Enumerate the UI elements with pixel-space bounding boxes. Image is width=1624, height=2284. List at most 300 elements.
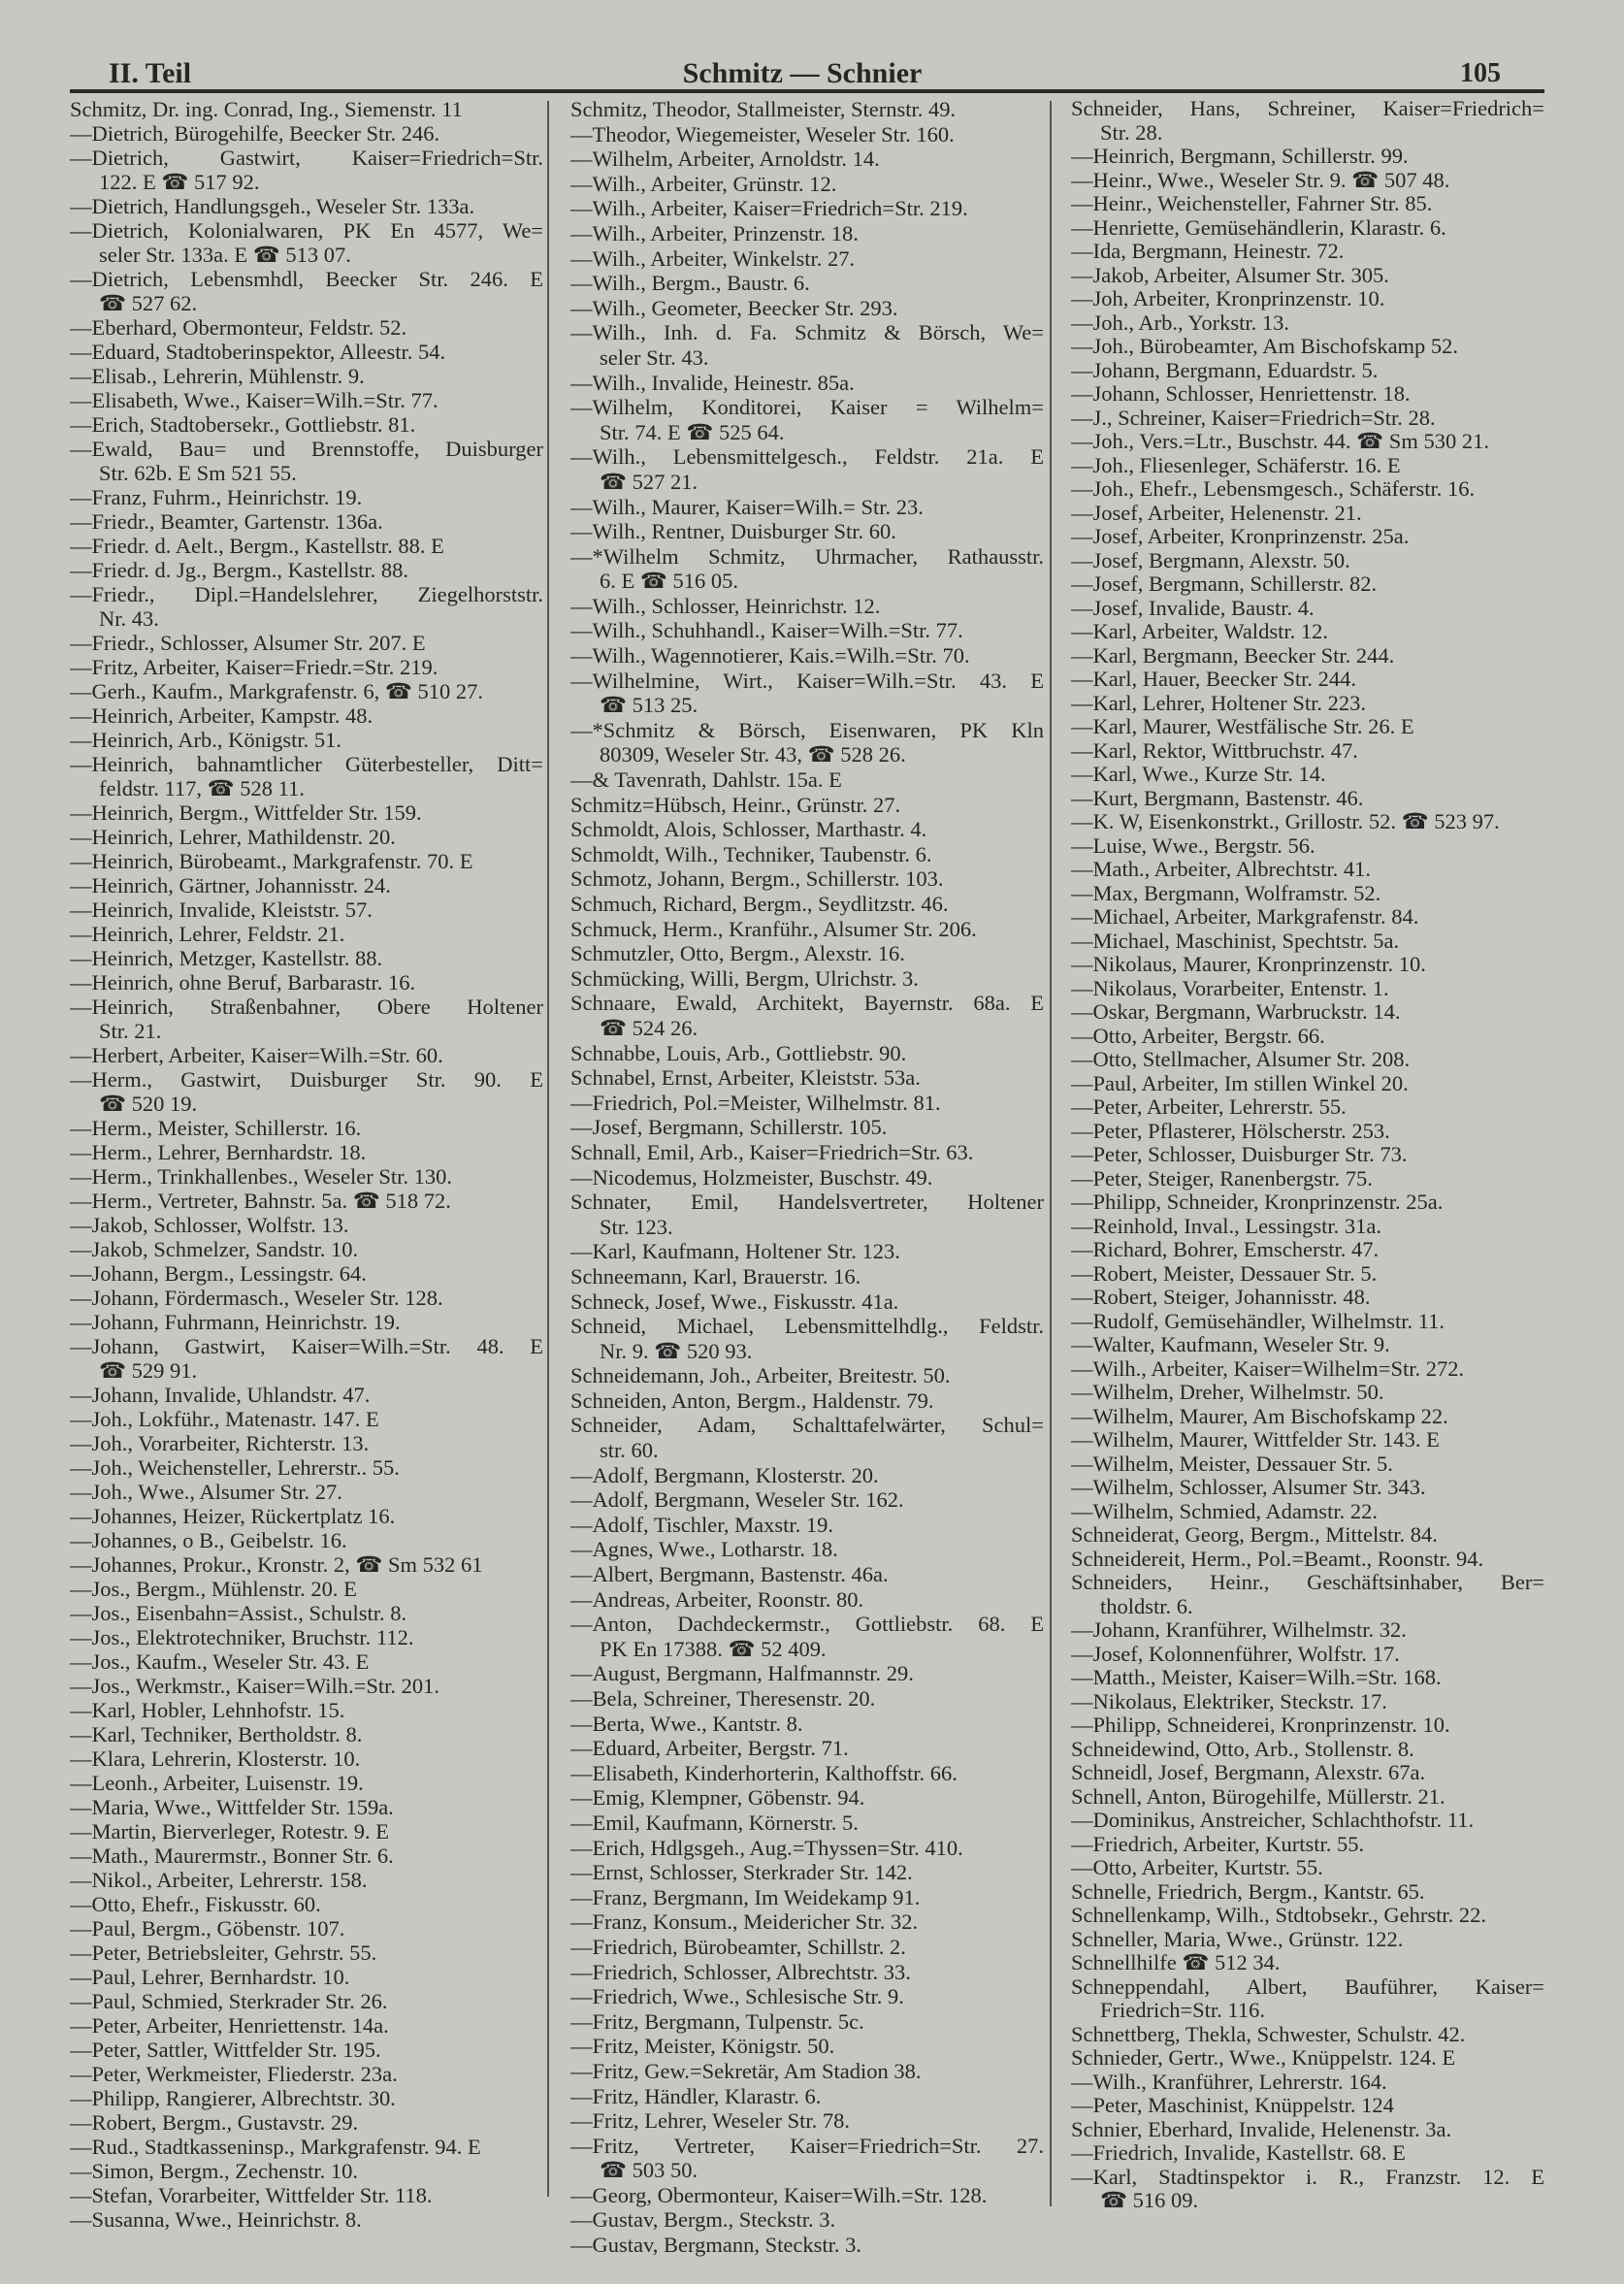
directory-entry <box>70 582 543 631</box>
directory-entry <box>1071 1785 1544 1810</box>
entry-line: —Wilh., Invalide, Heinestr. 85a. <box>570 370 855 395</box>
entry-line: —Heinrich, Metzger, Kastellstr. 88. <box>70 946 383 970</box>
entry-continuation-line: ☎ 513 25. <box>600 693 698 718</box>
entry-line: —Peter, Werkmeister, Fliederstr. 23a. <box>70 2062 398 2086</box>
entry-line: —Heinrich, Arb., Königstr. 51. <box>70 728 341 752</box>
part-label: II. Teil <box>109 57 192 89</box>
entry-continuation-line: Str. 28. <box>1100 120 1163 145</box>
directory-entry <box>1071 1643 1544 1667</box>
directory-entry <box>70 1237 543 1261</box>
directory-entry <box>1071 335 1544 359</box>
entry-line: —Emig, Klempner, Göbenstr. 94. <box>570 1785 865 1811</box>
entry-line: —Fritz, Bergmann, Tulpenstr. 5c. <box>570 2008 864 2034</box>
entry-line: —Heinrich, bahnamtlicher Güterbesteller, Ditt= <box>70 752 543 776</box>
directory-entry <box>570 1264 1044 1289</box>
directory-entry <box>70 1116 543 1140</box>
entry-line: —Berta, Wwe., Kantstr. 8. <box>570 1711 803 1736</box>
entry-line: —Wilh., Maurer, Kaiser=Wilh.= Str. 23. <box>570 494 924 519</box>
entry-line: —Wilh., Arbeiter, Prinzenstr. 18. <box>570 220 859 245</box>
directory-entry <box>70 558 543 582</box>
entry-line: —Michael, Arbeiter, Markgrafenstr. 84. <box>1071 905 1419 929</box>
directory-entry <box>70 825 543 849</box>
directory-entry <box>1071 1357 1544 1382</box>
directory-entry <box>570 842 1044 867</box>
directory-entry <box>570 2034 1044 2059</box>
directory-entry <box>570 793 1044 818</box>
directory-entry <box>70 146 543 194</box>
entry-line: —Leonh., Arbeiter, Luisenstr. 19. <box>70 1771 364 1795</box>
directory-entry <box>570 866 1044 892</box>
entry-line: Schnabel, Ernst, Arbeiter, Kleiststr. 53a. <box>570 1065 921 1091</box>
entry-line: Schneidl, Josef, Bergmann, Alexstr. 67a. <box>1071 1761 1426 1784</box>
directory-entry <box>70 1213 543 1237</box>
directory-entry <box>1071 287 1544 311</box>
directory-entry <box>1071 763 1544 787</box>
directory-entry <box>70 1989 543 2013</box>
entry-line: —Fritz, Händler, Klarastr. 6. <box>570 2083 822 2108</box>
directory-entry <box>1071 1809 1544 1833</box>
directory-entry <box>570 97 1044 122</box>
entry-line: —Heinrich, Bergmann, Schillerstr. 99. <box>1071 145 1409 168</box>
directory-entry <box>1071 2046 1544 2071</box>
entry-line: —Wilh., Rentner, Duisburger Str. 60. <box>570 519 896 544</box>
directory-entry <box>570 1984 1044 2009</box>
entry-continuation-line: Nr. 43. <box>99 606 159 631</box>
directory-entry <box>1071 1072 1544 1096</box>
entry-line: —Peter, Arbeiter, Henriettenstr. 14a. <box>70 2013 389 2038</box>
entry-line: Schmitz, Theodor, Stallmeister, Sternstr. 49. <box>570 97 957 121</box>
entry-line: Schmitz, Dr. ing. Conrad, Ing., Siemenstr. 11 <box>70 97 463 121</box>
entry-line: —Jos., Eisenbahn=Assist., Schulstr. 8. <box>70 1601 407 1625</box>
entry-line: —Eduard, Stadtoberinspektor, Alleestr. 54. <box>70 340 446 364</box>
entry-line: —Karl, Maurer, Westfälische Str. 26. E <box>1071 715 1414 738</box>
directory-entry <box>1071 1238 1544 1262</box>
directory-entry <box>70 1407 543 1431</box>
directory-entry <box>570 1413 1044 1462</box>
directory-entry <box>70 1261 543 1286</box>
directory-entry <box>570 395 1044 444</box>
entry-line: —Karl, Wwe., Kurze Str. 14. <box>1071 763 1326 786</box>
directory-entry <box>70 1140 543 1164</box>
entry-line: Schneiderat, Georg, Bergm., Mittelstr. 84. <box>1071 1523 1438 1547</box>
directory-entry <box>70 946 543 970</box>
entry-line: —Johannes, Prokur., Kronstr. 2, ☎ Sm 532 61 <box>70 1552 483 1577</box>
directory-column-1 <box>70 97 543 2232</box>
entry-line: —Karl, Techniker, Bertholdstr. 8. <box>70 1722 363 1746</box>
directory-entry <box>1071 1381 1544 1405</box>
entry-line: —Joh., Bürobeamter, Am Bischofskamp 52. <box>1071 335 1459 358</box>
directory-entry <box>70 218 543 267</box>
directory-column-2 <box>570 97 1044 2258</box>
directory-entry <box>1071 2071 1544 2095</box>
entry-line: Schnier, Eberhard, Invalide, Helenenstr. 3a. <box>1071 2117 1452 2141</box>
directory-entry <box>1071 930 1544 954</box>
entry-line: —K. W, Eisenkonstrkt., Grillostr. 52. ☎ 523 97. <box>1071 810 1500 833</box>
directory-entry <box>1071 2118 1544 2142</box>
directory-entry <box>70 873 543 897</box>
directory-entry <box>70 534 543 558</box>
entry-line: —Jos., Werkmstr., Kaiser=Wilh.=Str. 201. <box>70 1674 439 1698</box>
entry-continuation-line: tholdstr. 6. <box>1100 1594 1193 1618</box>
directory-entry <box>1071 1333 1544 1357</box>
entry-line: —Stefan, Vorarbeiter, Wittfelder Str. 118. <box>70 2183 433 2207</box>
entry-line: Schnater, Emil, Handelsvertreter, Holtener <box>570 1190 1044 1215</box>
entry-line: —Herbert, Arbeiter, Kaiser=Wilh.=Str. 60. <box>70 1043 443 1067</box>
directory-entry <box>70 1722 543 1746</box>
entry-line: —Joh., Wwe., Alsumer Str. 27. <box>70 1480 342 1504</box>
directory-entry <box>570 1091 1044 1116</box>
directory-entry <box>1071 1951 1544 1975</box>
directory-entry <box>570 966 1044 992</box>
entry-line: Schneid, Michael, Lebensmittelhdlg., Feldstr. <box>570 1314 1044 1339</box>
entry-continuation-line: Nr. 9. ☎ 520 93. <box>600 1338 753 1363</box>
entry-line: —Philipp, Schneiderei, Kronprinzenstr. 10. <box>1071 1713 1450 1737</box>
directory-entry <box>70 1795 543 1819</box>
directory-entry <box>570 1612 1044 1661</box>
entry-continuation-line: seler Str. 43. <box>600 344 709 370</box>
entry-line: Schmuck, Herm., Kranführ., Alsumer Str. 206. <box>570 916 977 941</box>
entry-line: Schneiders, Heinr., Geschäftsinhaber, Ber= <box>1071 1571 1544 1594</box>
directory-entry <box>570 1363 1044 1388</box>
directory-entry <box>570 1836 1044 1861</box>
entry-line: —Heinrich, Bürobeamt., Markgrafenstr. 70. E <box>70 849 473 873</box>
entry-line: —Klara, Lehrerin, Klosterstr. 10. <box>70 1746 361 1771</box>
entry-line: —Joh., Fliesenleger, Schäferstr. 16. E <box>1071 453 1401 477</box>
entry-line: —Friedrich, Invalide, Kastellstr. 68. E <box>1071 2141 1406 2165</box>
directory-entry <box>70 1844 543 1868</box>
entry-line: —Peter, Arbeiter, Lehrerstr. 55. <box>1071 1095 1347 1119</box>
entry-line: —Friedrich, Wwe., Schlesische Str. 9. <box>570 1984 904 2009</box>
entry-line: —Martin, Bierverleger, Rotestr. 9. E <box>70 1819 390 1844</box>
directory-entry <box>570 1239 1044 1264</box>
directory-entry <box>1071 787 1544 811</box>
directory-entry <box>570 1065 1044 1091</box>
entry-line: Schnieder, Gertr., Wwe., Knüppelstr. 124. E <box>1071 2046 1456 2070</box>
directory-entry <box>70 1164 543 1189</box>
entry-line: —Otto, Arbeiter, Kurtstr. 55. <box>1071 1856 1323 1879</box>
directory-entry <box>1071 1310 1544 1334</box>
directory-entry <box>570 1761 1044 1786</box>
entry-line: —Wilhelm, Maurer, Am Bischofskamp 22. <box>1071 1404 1448 1428</box>
directory-entry <box>1071 1120 1544 1144</box>
entry-line: —Eberhard, Obermonteur, Feldstr. 52. <box>70 315 407 340</box>
entry-line: —Dietrich, Bürogehilfe, Beecker Str. 246. <box>70 121 440 146</box>
directory-entry <box>70 2038 543 2062</box>
entry-line: —Wilh., Geometer, Beecker Str. 293. <box>570 295 898 320</box>
entry-line: —Richard, Bohrer, Emscherstr. 47. <box>1071 1238 1380 1261</box>
entry-line: —Gustav, Bergmann, Steckstr. 3. <box>570 2233 861 2258</box>
entry-line: —Wilh., Inh. d. Fa. Schmitz & Börsch, We= <box>570 320 1044 345</box>
entry-line: —Albert, Bergmann, Bastenstr. 46a. <box>570 1562 889 1587</box>
directory-entry <box>1071 1500 1544 1524</box>
directory-entry <box>1071 1548 1544 1572</box>
entry-line: —Heinrich, Lehrer, Mathildenstr. 20. <box>70 825 396 849</box>
entry-line: —Franz, Konsum., Meidericher Str. 32. <box>570 1909 919 1935</box>
directory-entry <box>70 2183 543 2207</box>
entry-continuation-line: ☎ 529 91. <box>99 1358 198 1383</box>
entry-line: —Heinrich, ohne Beruf, Barbarastr. 16. <box>70 970 416 995</box>
entry-line: —Robert, Steiger, Johannisstr. 48. <box>1071 1286 1371 1309</box>
directory-entry <box>570 147 1044 172</box>
directory-entry <box>1071 1880 1544 1905</box>
directory-entry <box>70 388 543 412</box>
directory-entry <box>570 444 1044 494</box>
directory-entry <box>70 1189 543 1213</box>
entry-line: —Math., Maurermstr., Bonner Str. 6. <box>70 1844 394 1868</box>
directory-entry <box>1071 264 1544 288</box>
directory-entry <box>1071 953 1544 977</box>
entry-line: —Agnes, Wwe., Lotharstr. 18. <box>570 1537 838 1562</box>
directory-entry <box>1071 359 1544 383</box>
entry-line: —Ewald, Bau= und Brennstoffe, Duisburger <box>70 437 543 461</box>
directory-entry <box>570 1487 1044 1513</box>
directory-entry <box>570 892 1044 917</box>
entry-line: —Herm., Gastwirt, Duisburger Str. 90. E <box>70 1067 543 1092</box>
directory-entry <box>570 1537 1044 1562</box>
entry-line: —Franz, Bergmann, Im Weidekamp 91. <box>570 1884 921 1909</box>
directory-entry <box>570 221 1044 246</box>
directory-entry <box>70 1528 543 1552</box>
entry-line: —Simon, Bergm., Zechenstr. 10. <box>70 2159 359 2183</box>
entry-line: Schnettberg, Thekla, Schwester, Schulstr. 42. <box>1071 2022 1466 2046</box>
directory-entry <box>1071 1286 1544 1310</box>
entry-line: —Heinrich, Bergm., Wittfelder Str. 159. <box>70 800 422 825</box>
entry-line: Schmotz, Johann, Bergm., Schillerstr. 103. <box>570 866 944 892</box>
entry-line: —Paul, Lehrer, Bernhardstr. 10. <box>70 1965 350 1989</box>
entry-line: —Luise, Wwe., Bergstr. 56. <box>1071 833 1315 858</box>
directory-entry <box>70 1649 543 1674</box>
directory-entry <box>570 371 1044 396</box>
directory-entry <box>1071 1833 1544 1857</box>
directory-entry <box>570 1785 1044 1811</box>
entry-line: Schneidereit, Herm., Pol.=Beamt., Roonstr. 94. <box>1071 1547 1484 1571</box>
directory-entry <box>1071 1713 1544 1738</box>
directory-entry <box>570 2009 1044 2035</box>
page-number: 105 <box>1460 58 1501 88</box>
directory-entry <box>1071 1428 1544 1452</box>
entry-line: —Joh., Arb., Yorkstr. 13. <box>1071 310 1290 335</box>
directory-entry <box>570 1885 1044 1910</box>
directory-entry <box>570 1960 1044 1985</box>
entry-continuation-line: ☎ 520 19. <box>99 1092 198 1116</box>
entry-line: —Erich, Stadtobersekr., Gottliebstr. 81. <box>70 412 416 437</box>
directory-entry <box>570 1686 1044 1712</box>
entry-line: —Dietrich, Handlungsgeh., Weseler Str. 133a. <box>70 194 475 218</box>
entry-line: Schneemann, Karl, Brauerstr. 16. <box>570 1263 861 1289</box>
directory-entry <box>570 2233 1044 2258</box>
directory-entry <box>1071 620 1544 644</box>
entry-line: —& Tavenrath, Dahlstr. 15a. E <box>570 767 842 793</box>
directory-entry <box>570 1712 1044 1737</box>
directory-entry <box>1071 1000 1544 1025</box>
directory-entry <box>70 655 543 679</box>
directory-entry <box>1071 1761 1544 1785</box>
entry-line: —Fritz, Vertreter, Kaiser=Friedrich=Str. 27. <box>570 2133 1044 2158</box>
directory-entry <box>1071 1143 1544 1167</box>
directory-entry <box>1071 1025 1544 1049</box>
entry-line: —Josef, Bergmann, Alexstr. 50. <box>1071 548 1350 572</box>
directory-entry <box>70 679 543 703</box>
directory-column-3 <box>1071 97 1544 2213</box>
entry-line: —Rudolf, Gemüsehändler, Wilhelmstr. 11. <box>1071 1309 1445 1333</box>
directory-entry <box>70 849 543 873</box>
directory-entry <box>570 643 1044 669</box>
directory-entry <box>70 1892 543 1916</box>
entry-line: —Dietrich, Lebensmhdl, Beecker Str. 246. E <box>70 267 543 291</box>
entry-line: —Friedr. d. Jg., Bergm., Kastellstr. 88. <box>70 558 408 582</box>
entry-line: —Wilhelm, Arbeiter, Arnoldstr. 14. <box>570 147 880 172</box>
entry-continuation-line: 122. E ☎ 517 92. <box>99 170 260 194</box>
entry-line: —August, Bergmann, Halfmannstr. 29. <box>570 1661 914 1686</box>
directory-entry <box>570 2207 1044 2233</box>
entry-line: —Herm., Vertreter, Bahnstr. 5a. ☎ 518 72. <box>70 1189 451 1213</box>
directory-entry <box>70 1334 543 1383</box>
directory-entry <box>570 767 1044 793</box>
entry-line: —Paul, Arbeiter, Im stillen Winkel 20. <box>1071 1071 1409 1095</box>
entry-line: —Erich, Hdlgsgeh., Aug.=Thyssen=Str. 410. <box>570 1835 963 1860</box>
entry-line: —Dietrich, Kolonialwaren, PK En 4577, We= <box>70 218 543 243</box>
directory-entry <box>70 1698 543 1722</box>
entry-line: —J., Schreiner, Kaiser=Friedrich=Str. 28. <box>1071 406 1436 430</box>
entry-line: —Nicodemus, Holzmeister, Buschstr. 49. <box>570 1164 933 1190</box>
directory-entry <box>1071 882 1544 906</box>
directory-entry <box>1071 572 1544 597</box>
entry-line: —Heinrich, Invalide, Kleiststr. 57. <box>70 897 373 922</box>
entry-line: —Heinrich, Arbeiter, Kampstr. 48. <box>70 703 374 728</box>
entry-line: Schnelle, Friedrich, Bergm., Kantstr. 65. <box>1071 1879 1425 1904</box>
header-rule <box>70 89 1544 93</box>
entry-line: —Philipp, Schneider, Kronprinzenstr. 25a. <box>1071 1191 1444 1214</box>
entry-line: —Friedrich, Bürobeamter, Schillstr. 2. <box>570 1934 906 1959</box>
directory-entry <box>70 1965 543 1989</box>
directory-entry <box>70 364 543 388</box>
entry-line: —Friedrich, Schlosser, Albrechtstr. 33. <box>570 1959 911 1984</box>
entry-line: —Karl, Bergmann, Beecker Str. 244. <box>1071 643 1395 668</box>
directory-entry <box>70 2135 543 2159</box>
directory-entry <box>1071 477 1544 502</box>
entry-line: —Elisabeth, Wwe., Kaiser=Wilh.=Str. 77. <box>70 388 438 412</box>
entry-line: —Joh., Vers.=Ltr., Buschstr. 44. ☎ Sm 530 21. <box>1071 430 1489 453</box>
directory-entry <box>1071 2023 1544 2047</box>
entry-line: —*Schmitz & Börsch, Eisenwaren, PK Kln <box>570 717 1044 742</box>
directory-entry <box>570 991 1044 1040</box>
entry-line: —Fritz, Lehrer, Weseler Str. 78. <box>570 2108 851 2134</box>
entry-continuation-line: 80309, Weseler Str. 43, ☎ 528 26. <box>600 742 906 767</box>
entry-continuation-line: feldstr. 117, ☎ 528 11. <box>99 776 305 800</box>
directory-entry <box>70 412 543 437</box>
directory-entry <box>70 1601 543 1625</box>
entry-line: —Eduard, Arbeiter, Bergstr. 71. <box>570 1736 849 1761</box>
entry-line: Schneidemann, Joh., Arbeiter, Breitestr. 50. <box>570 1363 951 1388</box>
entry-line: —Peter, Pflasterer, Hölscherstr. 253. <box>1071 1119 1390 1143</box>
entry-line: —Otto, Ehefr., Fiskusstr. 60. <box>70 1892 321 1916</box>
entry-line: Schmoldt, Alois, Schlosser, Marthastr. 4. <box>570 817 927 842</box>
directory-entry <box>1071 644 1544 669</box>
entry-line: —Wilh., Arbeiter, Kaiser=Friedrich=Str. 219. <box>570 196 968 221</box>
entry-line: Schnellhilfe ☎ 512 34. <box>1071 1951 1281 1974</box>
entry-line: —Josef, Bergmann, Schillerstr. 105. <box>570 1115 888 1140</box>
directory-entry <box>570 1935 1044 1960</box>
entry-line: —Robert, Bergm., Gustavstr. 29. <box>70 2110 359 2135</box>
entry-line: —Nikolaus, Vorarbeiter, Entenstr. 1. <box>1071 976 1389 1000</box>
entry-line: —Philipp, Rangierer, Albrechtstr. 30. <box>70 2086 396 2110</box>
entry-line: —Johann, Schlosser, Henriettenstr. 18. <box>1071 382 1411 406</box>
directory-entry <box>570 519 1044 544</box>
entry-line: —Karl, Stadtinspektor i. R., Franzstr. 12. E <box>1071 2165 1544 2189</box>
directory-entry <box>70 728 543 752</box>
entry-line: —Karl, Lehrer, Holtener Str. 223. <box>1071 691 1367 715</box>
entry-line: —Friedr. d. Aelt., Bergm., Kastellstr. 88. E <box>70 534 444 558</box>
entry-line: —Peter, Maschinist, Knüppelstr. 124 <box>1071 2094 1394 2117</box>
directory-entry <box>1071 240 1544 264</box>
entry-continuation-line: str. 60. <box>600 1438 659 1463</box>
entry-line: Schnellenkamp, Wilh., Stdtobsekr., Gehrstr. 22. <box>1071 1904 1487 1927</box>
directory-entry <box>1071 834 1544 859</box>
entry-line: Schneppendahl, Albert, Bauführer, Kaiser= <box>1071 1974 1544 1999</box>
entry-line: —Jakob, Schlosser, Wolfstr. 13. <box>70 1213 349 1237</box>
entry-line: —Josef, Arbeiter, Kronprinzenstr. 25a. <box>1071 525 1410 548</box>
entry-line: —Karl, Hobler, Lehnhofstr. 15. <box>70 1698 345 1722</box>
directory-entry <box>570 544 1044 594</box>
entry-line: —Johannes, Heizer, Rückertplatz 16. <box>70 1504 396 1528</box>
entry-line: Schnall, Emil, Arb., Kaiser=Friedrich=Str. 63. <box>570 1139 974 1164</box>
directory-entry <box>70 1819 543 1844</box>
directory-entry <box>1071 192 1544 216</box>
entry-line: —Gustav, Bergm., Steckstr. 3. <box>570 2207 836 2233</box>
directory-entry <box>70 1577 543 1601</box>
directory-entry <box>570 1388 1044 1414</box>
directory-entry <box>70 2159 543 2183</box>
entry-continuation-line: ☎ 516 09. <box>1100 2189 1199 2212</box>
directory-entry <box>1071 1167 1544 1191</box>
entry-line: —Adolf, Bergmann, Klosterstr. 20. <box>570 1462 879 1487</box>
entry-line: Schmücking, Willi, Bergm, Ulrichstr. 3. <box>570 965 919 991</box>
entry-line: —Josef, Kolonnenführer, Wolfstr. 17. <box>1071 1642 1400 1666</box>
entry-line: —Johann, Kranführer, Wilhelmstr. 32. <box>1071 1618 1407 1642</box>
entry-line: —Dominikus, Anstreicher, Schlachthofstr. 11. <box>1071 1809 1475 1832</box>
directory-entry <box>1071 430 1544 454</box>
entry-line: Schmuch, Richard, Bergm., Seydlitzstr. 46. <box>570 892 949 916</box>
entry-line: —Peter, Steiger, Ranenbergstr. 75. <box>1071 1166 1373 1191</box>
directory-entry <box>1071 382 1544 407</box>
directory-entry <box>570 718 1044 767</box>
entry-line: —Maria, Wwe., Wittfelder Str. 159a. <box>70 1795 394 1819</box>
directory-entry <box>70 121 543 146</box>
directory-entry <box>70 1310 543 1334</box>
directory-entry <box>70 1868 543 1892</box>
column-divider <box>1050 101 1052 2206</box>
directory-entry <box>70 1771 543 1795</box>
directory-entry <box>1071 1476 1544 1500</box>
directory-entry <box>1071 1738 1544 1762</box>
directory-entry <box>1071 905 1544 930</box>
directory-entry <box>570 1562 1044 1587</box>
directory-entry <box>70 340 543 364</box>
directory-entry <box>1071 1928 1544 1952</box>
entry-line: Schnaare, Ewald, Architekt, Bayernstr. 68a. E <box>570 991 1044 1016</box>
entry-line: Schneck, Josef, Wwe., Fiskusstr. 41a. <box>570 1289 899 1314</box>
entry-line: —Anton, Dachdeckermstr., Gottliebstr. 68. E <box>570 1612 1044 1637</box>
entry-line: —Friedrich, Pol.=Meister, Wilhelmstr. 81. <box>570 1090 941 1115</box>
entry-continuation-line: Str. 62b. E Sm 521 55. <box>99 461 297 485</box>
entry-line: —Bela, Schreiner, Theresenstr. 20. <box>570 1686 876 1711</box>
entry-line: —Joh., Weichensteller, Lehrerstr.. 55. <box>70 1455 400 1480</box>
entry-line: —Wilh., Arbeiter, Grünstr. 12. <box>570 171 837 196</box>
entry-line: —Otto, Arbeiter, Bergstr. 66. <box>1071 1024 1325 1048</box>
directory-entry <box>570 1909 1044 1935</box>
entry-line: —Wilh., Lebensmittelgesch., Feldstr. 21a. E <box>570 444 1044 470</box>
entry-line: —Nikol., Arbeiter, Lehrerstr. 158. <box>70 1868 368 1892</box>
